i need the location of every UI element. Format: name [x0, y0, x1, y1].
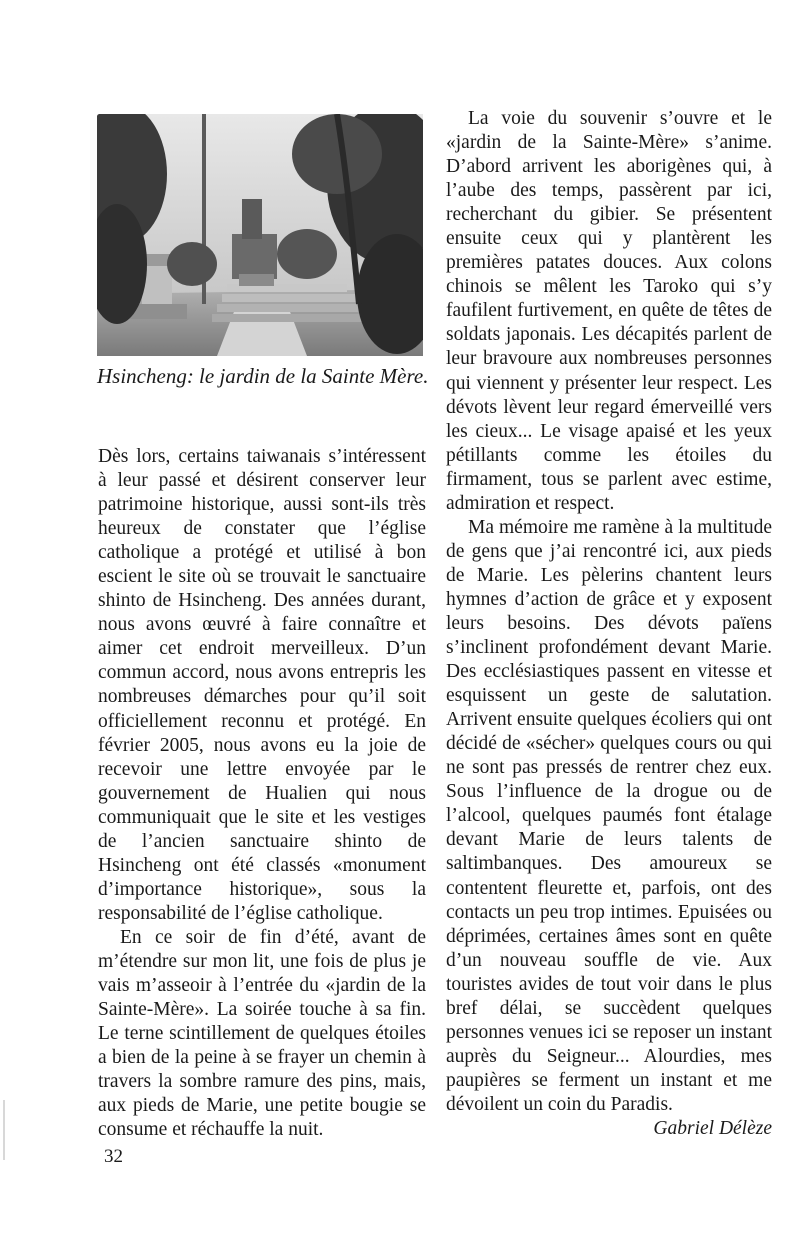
paragraph: En ce soir de fin d’été, avant de m’étendre sur mon lit, une fois de plus je vais m’asseoir à l’entrée du «jardin de la Sainte-Mère». La soirée touche à sa fin. Le terne scintillement de quelques étoiles a bien de la peine à se frayer un chemin à travers la sombre ramure des pins, mais, aux pieds de Marie, une petite bougie se consume et réchauffe la nuit. — [98, 926, 426, 1141]
paragraph: Dès lors, certains taiwanais s’intéressent à leur passé et désirent conserver leur patrimoine historique, aussi sont-ils très heureux de constater que l’église catholique a protégé et utilisé à bon escient le site où se trouvait le sanctuaire shinto de Hsincheng. Des années durant, nous avons œuvré à faire connaître et aimer cet endroit merveilleux. D’un commun accord, nous avons entrepris les nombreuses démarches pour qu’il soit officiellement reconnu et protégé. En février 2005, nous avons eu la joie de recevoir une lettre envoyée par le gouvernement de Hualien qui nous communiquait que le site et les vestiges de l’ancien sanctuaire shinto de Hsincheng ont été classés «monument d’importance historique», sous la responsabilité de l’église catholique. — [98, 446, 426, 924]
garden-photo-icon — [97, 114, 423, 356]
author-signature: Gabriel Délèze — [653, 1117, 772, 1139]
photo-caption: Hsincheng: le jardin de la Sainte Mère. — [97, 364, 429, 388]
left-column — [98, 445, 426, 1142]
page-number: 32 — [104, 1146, 123, 1167]
scan-edge-mark — [3, 1100, 5, 1160]
paragraph: Ma mémoire me ramène à la multitude de gens que j’ai rencontré ici, aux pieds de Marie. Les pèlerins chantent leurs hymnes d’action de grâce et y exposent leurs besoins. Des dévots païens s’inclinent profondément devant Marie. Des ecclésiastiques passent en vitesse et esquissent un geste de salutation. Arrivent ensuite quelques écoliers qui ont décidé de «sécher» quelques cours ou qui ne sont pas pressés de rentrer chez eux. Sous l’influence de la drogue ou de l’alcool, quelques paumés font étalage devant Marie de leurs talents de saltimbanques. Des amoureux se contentent fleurette et, parfois, ont des contacts un peu trop intimes. Epuisées ou déprimées, certaines âmes sont en quête d’un nouveau souffle de vie. Aux touristes avides de tout voir dans le plus bref délai, se succèdent quelques personnes venues ici se reposer un instant auprès du Seigneur... Alourdies, mes paupières se ferment un instant et me dévoilent un coin du Paradis. — [446, 516, 772, 1115]
garden-photo — [97, 114, 423, 356]
right-column — [446, 107, 772, 1141]
paragraph: La voie du souvenir s’ouvre et le «jardin de la Sainte-Mère» s’anime. D’abord arrivent les aborigènes qui, à l’aube des temps, passèrent par ici, recherchant du gibier. Se présentent ensuite ceux qui y plantèrent les premières patates douces. Aux colons chinois se mêlent les Taroko qui s’y faufilent furtivement, en quête de têtes de soldats japonais. Les décapités parlent de leur bravoure aux nombreuses personnes qui viennent y présenter leur respect. Les dévots lèvent leur regard émerveillé vers les cieux... Le visage apaisé et les yeux pétillants comme les étoiles du firmament, tous se parlent avec estime, admiration et respect. — [446, 108, 772, 514]
